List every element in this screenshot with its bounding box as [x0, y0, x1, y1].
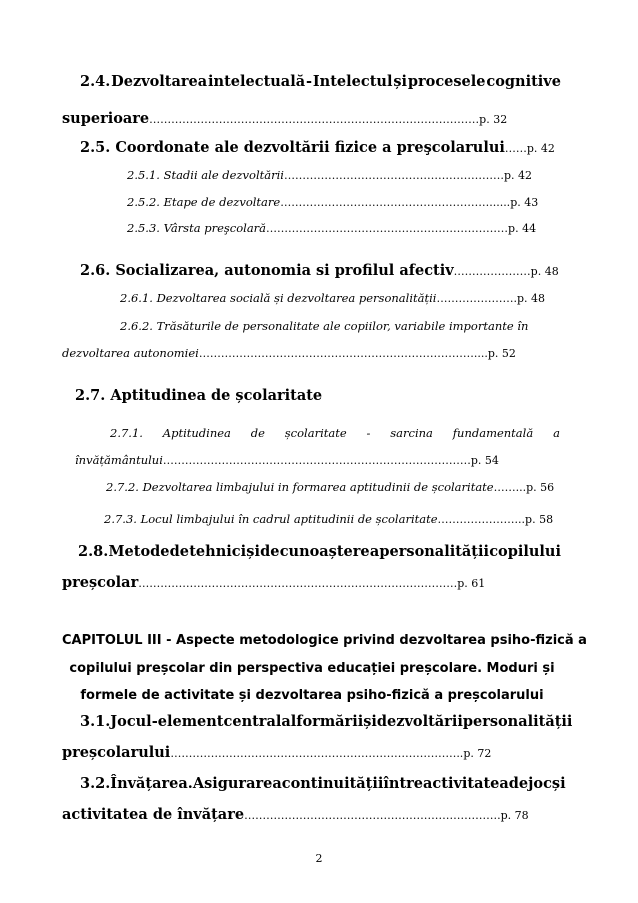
- leader-dots: ……: [504, 142, 527, 155]
- leader-dots: …………………………………………………………………....: [198, 347, 488, 360]
- page-ref: p. 43: [510, 196, 539, 209]
- toc-word: și: [551, 775, 566, 792]
- page-ref: p. 52: [487, 347, 516, 360]
- toc-entry-3-1-line2: [62, 746, 491, 761]
- toc-entry-title: superioare: [62, 110, 150, 127]
- toc-word: a: [369, 543, 380, 560]
- toc-entry-title: 2.5. Coordonate ale dezvoltării fizice a preşcolarului: [80, 139, 505, 156]
- toc-entry-title: 2.7. Aptitudinea de școlaritate: [75, 387, 323, 404]
- leader-dots: …………………………………………………………………………: [162, 454, 471, 467]
- toc-entry-3-2-line2: [62, 808, 529, 823]
- toc-word: Metode: [108, 543, 170, 560]
- toc-word: joc: [528, 775, 552, 792]
- toc-entry-2-7-1-line1: [110, 428, 560, 440]
- toc-word: central: [223, 713, 282, 730]
- page-ref: p. 32: [479, 113, 508, 126]
- toc-entry-title: activitatea de învățare: [62, 806, 245, 823]
- leader-dots: ……………………………………………………: [283, 169, 504, 182]
- toc-word: -: [151, 713, 158, 730]
- toc-entry-2-7-3: [104, 514, 553, 526]
- page-ref: p. 42: [503, 169, 532, 182]
- toc-word: cunoaștere: [279, 543, 370, 560]
- toc-word: Intelectul: [312, 73, 393, 90]
- toc-word: Jocul: [110, 713, 152, 730]
- toc-word: și: [246, 543, 260, 560]
- toc-entry-2-4-line1: [80, 75, 561, 90]
- toc-entry-title: 2.5.1. Stadii ale dezvoltării: [127, 168, 284, 182]
- page-ref: p. 61: [457, 577, 486, 590]
- page-ref: p. 72: [463, 747, 492, 760]
- toc-word: continuității: [281, 775, 384, 792]
- toc-entry-title: 2.5.3. Vârsta preşcolară: [127, 221, 267, 235]
- leader-dots: …………………………………………………………: [266, 222, 509, 235]
- toc-word: 2.8.: [78, 543, 109, 560]
- page-ref: p. 48: [516, 292, 545, 305]
- toc-word: școlaritate: [284, 426, 347, 440]
- leader-dots: …………………...: [437, 513, 526, 526]
- toc-word: și: [363, 713, 377, 730]
- toc-word: -: [366, 426, 371, 440]
- toc-word: cognitive: [486, 73, 561, 90]
- toc-entry-title: 2.6.2. Trăsăturile de personalitate ale copiilor, variabile importante în: [120, 319, 529, 333]
- toc-entry-title: 2.6.1. Dezvoltarea socială și dezvoltarea personalității: [120, 291, 437, 305]
- toc-word: și: [393, 73, 407, 90]
- toc-entry-number: 2.4.: [80, 73, 111, 90]
- page-ref: p. 54: [470, 454, 499, 467]
- toc-entry-2-5-2: [127, 197, 538, 209]
- toc-word: între: [383, 775, 424, 792]
- toc-word: -: [305, 73, 313, 90]
- toc-word: Asigurarea: [192, 775, 282, 792]
- toc-entry-title: 2.6. Socializarea, autonomia si profilul afectiv: [80, 262, 454, 279]
- toc-word: intelectuală: [208, 73, 306, 90]
- toc-word: Dezvoltarea: [111, 73, 208, 90]
- toc-entry-2-6-2-line1: [120, 321, 528, 333]
- toc-word: personalității: [379, 543, 490, 560]
- toc-word: fundamentală: [452, 426, 534, 440]
- toc-entry-2-8-line2: [62, 576, 485, 591]
- toc-word: 3.1.: [80, 713, 111, 730]
- leader-dots: …………………: [453, 265, 531, 278]
- page-number-text: 2: [315, 852, 323, 865]
- toc-word: tehnici: [189, 543, 247, 560]
- toc-word: de: [508, 775, 529, 792]
- toc-word: sarcina: [390, 426, 433, 440]
- toc-entry-2-6: [80, 264, 559, 279]
- leader-dots: ……...: [493, 481, 527, 494]
- chapter-heading-text: formele de activitate și dezvoltarea psiho-fizică a preșcolarului: [80, 688, 544, 703]
- toc-entry-title: 2.7.3. Locul limbajului în cadrul aptitudinii de școlaritate: [104, 512, 438, 526]
- chapter-3-heading-line2: [62, 662, 562, 675]
- toc-word: element: [157, 713, 224, 730]
- toc-entry-2-7: [75, 389, 322, 404]
- toc-word: de: [260, 543, 280, 560]
- toc-word: a: [553, 426, 560, 440]
- toc-entry-3-1-line1: [80, 713, 573, 730]
- toc-entry-3-2-line1: [80, 775, 566, 792]
- toc-word: procesele: [407, 73, 486, 90]
- leader-dots: ……………………………………………………………………………: [138, 577, 458, 590]
- toc-word: Aptitudinea: [162, 426, 231, 440]
- toc-word: activitatea: [423, 775, 509, 792]
- toc-entry-2-6-2-line2: [62, 348, 516, 360]
- toc-word: dezvoltării: [376, 713, 463, 730]
- toc-entry-2-5: [80, 141, 555, 156]
- page-ref: p. 44: [508, 222, 537, 235]
- toc-entry-2-6-1: [120, 293, 545, 305]
- page-ref: p. 58: [525, 513, 554, 526]
- toc-entry-title: preșcolar: [62, 574, 139, 591]
- toc-word: de: [250, 426, 265, 440]
- toc-word: Învățarea.: [110, 775, 193, 792]
- toc-word: copilului: [489, 543, 561, 560]
- leader-dots: …………………………………………………......: [280, 196, 511, 209]
- chapter-3-heading-line1: [62, 633, 587, 648]
- toc-entry-2-7-2: [106, 482, 554, 494]
- toc-word: personalității: [462, 713, 573, 730]
- leader-dots: ……………………………………………………………………..: [170, 747, 464, 760]
- toc-entry-title: dezvoltarea autonomiei: [62, 346, 199, 360]
- leader-dots: ………………….: [436, 292, 517, 305]
- toc-entry-2-5-1: [127, 170, 532, 182]
- page-ref: p. 56: [526, 481, 555, 494]
- toc-entry-title: 2.5.2. Etape de dezvoltare: [127, 195, 281, 209]
- leader-dots: ………………………………………………………………………………: [149, 113, 480, 126]
- page-ref: p. 78: [500, 809, 529, 822]
- toc-word: de: [169, 543, 190, 560]
- toc-entry-2-8-line1: [78, 545, 561, 560]
- toc-entry-2-5-3: [127, 223, 536, 235]
- chapter-3-heading-line3: [62, 689, 562, 702]
- toc-word: formării: [296, 713, 364, 730]
- leader-dots: …………………………………………………………….: [244, 809, 501, 822]
- toc-word: 3.2.: [80, 775, 111, 792]
- toc-entry-title: preșcolarului: [62, 744, 171, 761]
- toc-entry-2-7-1-line2: [75, 455, 499, 467]
- toc-entry-title: învățământului: [75, 453, 163, 467]
- toc-word: al: [281, 713, 297, 730]
- page-ref: p. 48: [530, 265, 559, 278]
- page-ref: p. 42: [526, 142, 555, 155]
- toc-entry-title: 2.7.2. Dezvoltarea limbajului in formarea aptitudinii de școlaritate: [106, 480, 494, 494]
- toc-entry-2-4-line2: [62, 112, 562, 127]
- page-number: [0, 853, 638, 864]
- chapter-heading-text: copilului preșcolar din perspectiva educației preșcolare. Moduri și: [69, 661, 555, 676]
- chapter-heading-text: CAPITOLUL III - Aspecte metodologice privind dezvoltarea psiho-fizică a: [62, 633, 587, 648]
- toc-word: 2.7.1.: [110, 426, 143, 440]
